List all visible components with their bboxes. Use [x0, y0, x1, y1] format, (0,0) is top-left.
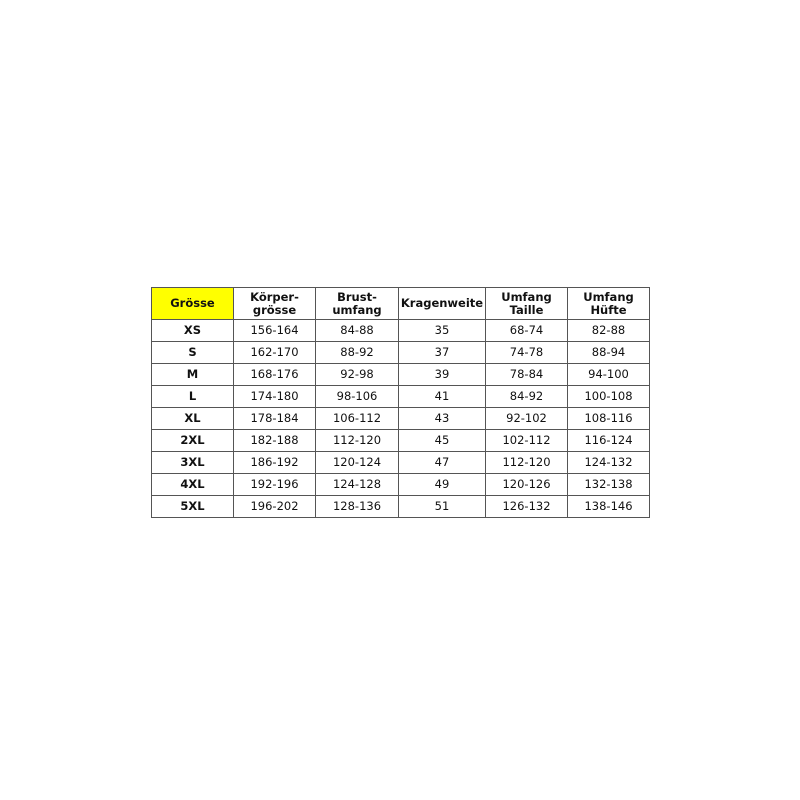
waist-cell: 84-92 — [486, 386, 568, 408]
collar-cell: 47 — [399, 452, 486, 474]
header-waist — [486, 288, 568, 320]
body-height-cell: 186-192 — [234, 452, 316, 474]
table-row — [152, 342, 650, 364]
size-cell: M — [152, 364, 234, 386]
hip-cell: 82-88 — [568, 320, 650, 342]
body-height-cell: 168-176 — [234, 364, 316, 386]
body-height-cell: 182-188 — [234, 430, 316, 452]
header-size — [152, 288, 234, 320]
collar-cell: 49 — [399, 474, 486, 496]
body-height-cell: 192-196 — [234, 474, 316, 496]
header-size-label: Grösse — [170, 296, 215, 310]
hip-cell: 138-146 — [568, 496, 650, 518]
body-height-cell: 162-170 — [234, 342, 316, 364]
header-chest — [316, 288, 399, 320]
table-row — [152, 474, 650, 496]
size-cell: XS — [152, 320, 234, 342]
table-row — [152, 320, 650, 342]
size-cell: 3XL — [152, 452, 234, 474]
collar-cell: 43 — [399, 408, 486, 430]
header-row — [152, 288, 650, 320]
hip-cell: 132-138 — [568, 474, 650, 496]
chest-cell: 128-136 — [316, 496, 399, 518]
hip-cell: 116-124 — [568, 430, 650, 452]
size-cell: 5XL — [152, 496, 234, 518]
header-collar — [399, 288, 486, 320]
header-collar-label: Kragenweite — [400, 296, 484, 310]
size-chart-table — [151, 287, 650, 518]
hip-cell: 94-100 — [568, 364, 650, 386]
table-row — [152, 430, 650, 452]
waist-cell: 92-102 — [486, 408, 568, 430]
chest-cell: 112-120 — [316, 430, 399, 452]
size-cell: L — [152, 386, 234, 408]
waist-cell: 120-126 — [486, 474, 568, 496]
collar-cell: 35 — [399, 320, 486, 342]
waist-cell: 68-74 — [486, 320, 568, 342]
table-row — [152, 364, 650, 386]
chest-cell: 124-128 — [316, 474, 399, 496]
header-hip-line1: Umfang — [583, 289, 634, 304]
hip-cell: 100-108 — [568, 386, 650, 408]
header-hip-line2: Hüfte — [590, 302, 627, 317]
table-row — [152, 386, 650, 408]
header-chest-line2: umfang — [332, 302, 382, 317]
table-row — [152, 496, 650, 518]
size-cell: S — [152, 342, 234, 364]
table-header — [152, 288, 650, 320]
waist-cell: 112-120 — [486, 452, 568, 474]
hip-cell: 88-94 — [568, 342, 650, 364]
waist-cell: 126-132 — [486, 496, 568, 518]
table-body — [152, 320, 650, 518]
chest-cell: 88-92 — [316, 342, 399, 364]
waist-cell: 78-84 — [486, 364, 568, 386]
chest-cell: 98-106 — [316, 386, 399, 408]
collar-cell: 41 — [399, 386, 486, 408]
header-body-height-line1: Körper- — [250, 289, 299, 304]
body-height-cell: 196-202 — [234, 496, 316, 518]
collar-cell: 37 — [399, 342, 486, 364]
header-waist-line1: Umfang — [501, 289, 552, 304]
body-height-cell: 178-184 — [234, 408, 316, 430]
chest-cell: 120-124 — [316, 452, 399, 474]
header-body-height-line2: grösse — [252, 302, 297, 317]
hip-cell: 124-132 — [568, 452, 650, 474]
collar-cell: 39 — [399, 364, 486, 386]
size-cell: XL — [152, 408, 234, 430]
table-row — [152, 408, 650, 430]
collar-cell: 45 — [399, 430, 486, 452]
hip-cell: 108-116 — [568, 408, 650, 430]
collar-cell: 51 — [399, 496, 486, 518]
header-body-height — [234, 288, 316, 320]
header-hip — [568, 288, 650, 320]
body-height-cell: 174-180 — [234, 386, 316, 408]
table-row — [152, 452, 650, 474]
waist-cell: 102-112 — [486, 430, 568, 452]
chest-cell: 92-98 — [316, 364, 399, 386]
waist-cell: 74-78 — [486, 342, 568, 364]
header-chest-line1: Brust- — [337, 289, 377, 304]
chest-cell: 84-88 — [316, 320, 399, 342]
size-cell: 4XL — [152, 474, 234, 496]
chest-cell: 106-112 — [316, 408, 399, 430]
body-height-cell: 156-164 — [234, 320, 316, 342]
size-cell: 2XL — [152, 430, 234, 452]
header-waist-line2: Taille — [509, 302, 544, 317]
